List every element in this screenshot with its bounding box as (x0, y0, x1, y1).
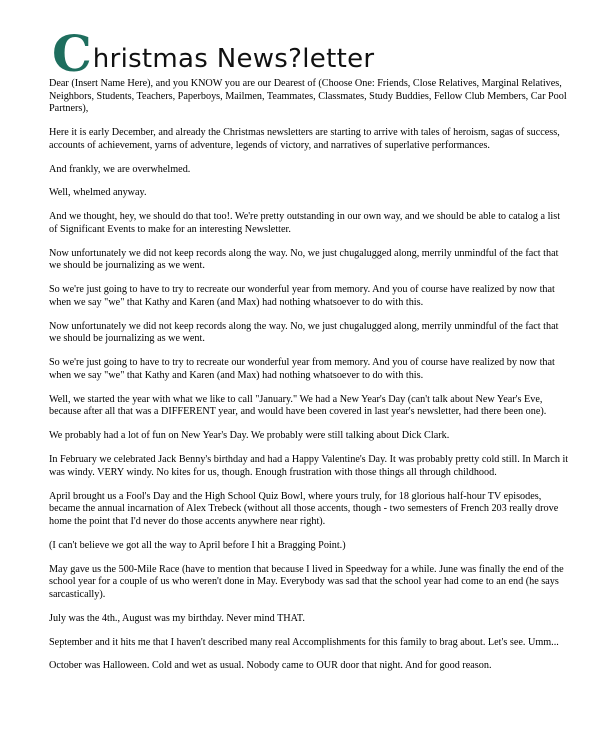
paragraph: And we thought, hey, we should do that too!. We're pretty outstanding in our own way, and we should be able to catalog a list of Significant Events to make for an interesting Newsletter. (49, 211, 561, 235)
letter-body (49, 78, 571, 684)
paragraph: Well, we started the year with what we like to call "January." We had a New Year's Day (can't talk about New Year's Eve, because after all that was a DIFFERENT year, and would have been covered in last year's newsletter, had there been one). (49, 393, 547, 418)
newsletter-title (52, 24, 375, 83)
paragraph: Now unfortunately we did not keep records along the way. No, we just chugalugged along, merrily unmindful of the fact that we should be journalizing as we went. (49, 320, 559, 345)
paragraph: We probably had a lot of fun on New Year's Day. We probably were still talking about Dick Clark. (49, 430, 450, 442)
paragraph: Here it is early December, and already the Christmas newsletters are starting to arrive with tales of heroism, sagas of success, accounts of achievement, yarns of adventure, legends of victory, and narratives of superlative performances. (49, 127, 560, 151)
paragraph: So we're just going to have to try to recreate our wonderful year from memory. And you of course have realized by now that when we say "we" that Kathy and Karen (and Max) had nothing whatsoever to do with this. (49, 284, 555, 308)
paragraph: In February we celebrated Jack Benny's birthday and had a Happy Valentine's Day. It was probably pretty cold still. In March it was windy. VERY windy. No kites for us, though. Enough frustration with those things all through childhood. (49, 454, 569, 478)
title-initial: C (52, 24, 92, 83)
paragraph: So we're just going to have to try to recreate our wonderful year from memory. And you of course have realized by now that when we say "we" that Kathy and Karen (and Max) had nothing whatsoever to do with this. (49, 357, 555, 381)
paragraph: September and it hits me that I haven't described many real Accomplishments for this family to brag about. Let's see. Umm... (49, 636, 559, 648)
paragraph: October was Halloween. Cold and wet as usual. Nobody came to OUR door that night. And for good reason. (49, 660, 492, 672)
paragraph-salutation: Dear (Insert Name Here), and you KNOW you are our Dearest of (Choose One: Friends, Close Relatives, Marginal Relatives, Neighbors, Students, Teachers, Paperboys, Mailmen, Teammates, Classmates, Study Buddies, Fellow Club Members, Car Pool Partners), (49, 78, 567, 115)
title-text: hristmas News?letter (92, 44, 375, 74)
paragraph: July was the 4th., August was my birthday. Never mind THAT. (49, 612, 305, 624)
paragraph: April brought us a Fool's Day and the High School Quiz Bowl, where yours truly, for 18 glorious half-hour TV episodes, became the annual incarnation of Alex Trebeck (without all those accents, though - two semesters of French 203 really drove home the point that I'd never do those accents anywhere near right). (49, 490, 559, 527)
paragraph: And frankly, we are overwhelmed. (49, 163, 191, 175)
paragraph: Now unfortunately we did not keep records along the way. No, we just chugalugged along, merrily unmindful of the fact that we should be journalizing as we went. (49, 247, 559, 272)
paragraph: Well, whelmed anyway. (49, 187, 147, 199)
paragraph: (I can't believe we got all the way to April before I hit a Bragging Point.) (49, 539, 346, 551)
paragraph: May gave us the 500-Mile Race (have to mention that because I lived in Speedway for a while. June was finally the end of the school year for a couple of us who weren't done in May. Everybody was sad that the school year had come to an end (he says sarcastically). (49, 563, 564, 600)
